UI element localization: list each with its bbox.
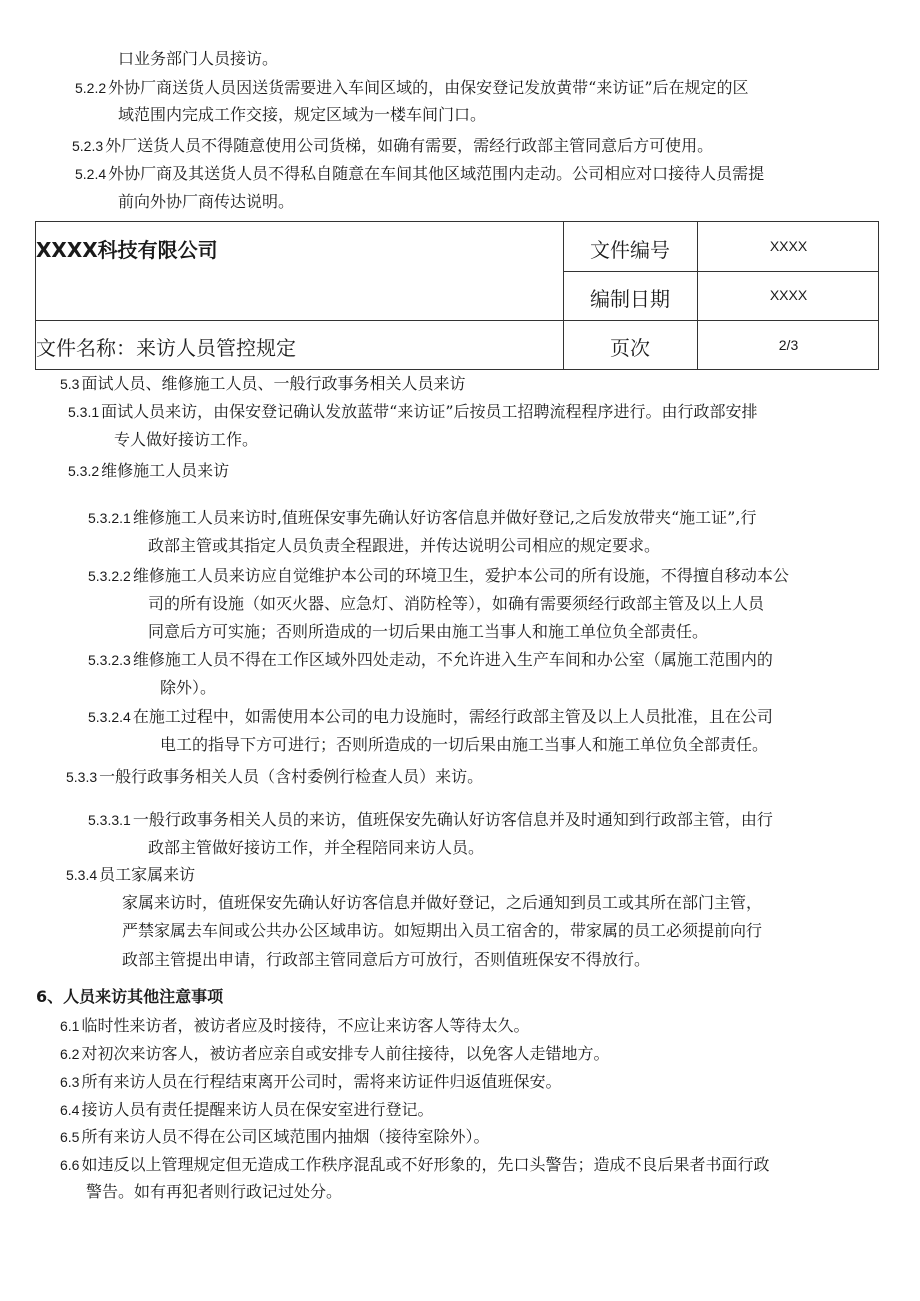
body-line <box>88 507 756 529</box>
compile-date-label: 编制日期 <box>590 287 670 311</box>
clause-number: 6.4 <box>60 1102 80 1118</box>
body-line <box>88 649 773 671</box>
clause-text: 家属来访时，值班保安先确认好访客信息并做好登记，之后通知到员工或其所在部门主管， <box>122 893 763 912</box>
body-line <box>148 593 764 615</box>
body-line <box>122 949 650 971</box>
section-6-line <box>60 1015 529 1037</box>
clause-text: 外协厂商送货人员因送货需要进入车间区域的，由保安登记发放黄带“来访证”后在规定的区 <box>108 78 749 97</box>
clause-text: 专人做好接访工作。 <box>114 430 259 449</box>
clause-number: 5.2.3 <box>72 138 104 154</box>
clause-number: 5.3.3.1 <box>88 812 131 828</box>
clause-number: 6.6 <box>60 1157 80 1173</box>
clause-number: 6.2 <box>60 1046 80 1062</box>
top-section-line <box>72 135 713 157</box>
clause-number: 6.3 <box>60 1074 80 1090</box>
clause-text: 一般行政事务相关人员的来访，值班保安先确认好访客信息并及时通知到行政部主管，由行 <box>132 810 773 829</box>
page-label: 页次 <box>610 336 650 360</box>
body-line <box>122 892 762 914</box>
body-line <box>68 401 758 423</box>
compile-date-value: XXXX <box>769 287 808 303</box>
clause-number: 6.5 <box>60 1129 80 1145</box>
clause-number: 5.3.1 <box>68 404 100 420</box>
clause-text: 政部主管或其指定人员负责全程跟进，并传达说明公司相应的规定要求。 <box>148 536 661 555</box>
clause-text: 维修施工人员来访 <box>101 461 230 480</box>
body-line <box>68 460 229 482</box>
section-6-line <box>60 1154 769 1176</box>
section-6-line <box>86 1181 342 1203</box>
file-number-value: XXXX <box>769 238 808 254</box>
body-line <box>148 837 484 859</box>
clause-number: 5.3.4 <box>66 867 98 883</box>
body-line <box>88 565 789 587</box>
clause-text: 口业务部门人员接访。 <box>118 49 279 68</box>
clause-text: 前向外协厂商传达说明。 <box>118 192 295 211</box>
clause-number: 5.2.4 <box>75 166 107 182</box>
clause-number: 5.3.2.4 <box>88 709 131 725</box>
clause-text: 所有来访人员在行程结束离开公司时，需将来访证件归返值班保安。 <box>81 1072 562 1091</box>
top-section-line <box>75 77 749 99</box>
clause-text: 同意后方可实施；否则所造成的一切后果由施工当事人和施工单位负全部责任。 <box>148 622 709 641</box>
clause-text: 如违反以上管理规定但无造成工作秩序混乱或不好形象的，先口头警告；造成不良后果者书面行政 <box>81 1155 770 1174</box>
clause-text: 外协厂商及其送货人员不得私自随意在车间其他区域范围内走动。公司相应对口接待人员需提 <box>108 164 765 183</box>
body-line <box>88 809 773 831</box>
clause-text: 所有来访人员不得在公司区域范围内抽烟（接待室除外）。 <box>81 1127 490 1146</box>
clause-text: 一般行政事务相关人员（含村委例行检查人员）来访。 <box>99 767 484 786</box>
clause-number: 5.2.2 <box>75 80 107 96</box>
clause-text: 除外）。 <box>160 678 217 697</box>
clause-number: 5.3.2.1 <box>88 510 131 526</box>
clause-text: 维修施工人员来访应自觉维护本公司的环境卫生，爱护本公司的所有设施，不得擅自移动本公 <box>132 566 789 585</box>
clause-number: 5.3.2.2 <box>88 568 131 584</box>
clause-text: 电工的指导下方可进行；否则所造成的一切后果由施工当事人和施工单位负全部责任。 <box>160 735 769 754</box>
clause-text: 政部主管做好接访工作，并全程陪同来访人员。 <box>148 838 485 857</box>
clause-text: 在施工过程中，如需使用本公司的电力设施时，需经行政部主管及以上人员批准，且在公司 <box>132 707 773 726</box>
page-value: 2/3 <box>778 337 799 353</box>
body-line <box>60 373 465 395</box>
file-name: 文件名称：来访人员管控规定 <box>36 336 296 360</box>
body-line <box>160 734 768 756</box>
section-6-line <box>60 1071 561 1093</box>
body-line <box>88 706 773 728</box>
clause-text: 严禁家属去车间或公共办公区域串访。如短期出入员工宿舍的，带家属的员工必须提前向行 <box>122 921 763 940</box>
top-section-line <box>75 163 764 185</box>
body-line <box>148 621 708 643</box>
company-name: XXXX科技有限公司 <box>36 238 218 262</box>
clause-text: 面试人员来访，由保安登记确认发放蓝带“来访证”后按员工招聘流程程序进行。由行政部安排 <box>101 402 758 421</box>
clause-text: 政部主管提出申请，行政部主管同意后方可放行，否则值班保安不得放行。 <box>122 950 651 969</box>
clause-number: 5.3 <box>60 376 80 392</box>
clause-number: 5.3.3 <box>66 769 98 785</box>
body-line <box>66 864 195 886</box>
clause-text: 员工家属来访 <box>99 865 196 884</box>
clause-number: 5.3.2.3 <box>88 652 131 668</box>
body-line <box>148 535 660 557</box>
clause-text: 外厂送货人员不得随意使用公司货梯，如确有需要，需经行政部主管同意后方可使用。 <box>105 136 714 155</box>
section-6-line <box>60 1126 489 1148</box>
top-section-line <box>118 104 486 126</box>
body-line <box>66 766 483 788</box>
clause-text: 面试人员、维修施工人员、一般行政事务相关人员来访 <box>81 374 466 393</box>
clause-text: 接访人员有责任提醒来访人员在保安室进行登记。 <box>81 1100 434 1119</box>
section-6-line <box>60 1043 609 1065</box>
top-section-line <box>118 191 294 213</box>
body-line <box>114 429 258 451</box>
clause-text: 维修施工人员不得在工作区域外四处走动，不允许进入生产车间和办公室（属施工范围内的 <box>132 650 773 669</box>
file-number-label: 文件编号 <box>590 238 670 262</box>
section-6-title: 6、人员来访其他注意事项 <box>36 987 224 1006</box>
top-section-line <box>118 48 278 70</box>
body-line <box>122 920 762 942</box>
body-line <box>160 677 216 699</box>
clause-text: 对初次来访客人，被访者应亲自或安排专人前往接待，以免客人走错地方。 <box>81 1044 610 1063</box>
section-6-line <box>60 1099 433 1121</box>
clause-text: 临时性来访者，被访者应及时接待，不应让来访客人等待太久。 <box>81 1016 530 1035</box>
document-header-table <box>35 221 879 370</box>
clause-text: 警告。如有再犯者则行政记过处分。 <box>86 1182 343 1201</box>
clause-number: 5.3.2 <box>68 463 100 479</box>
clause-text: 域范围内完成工作交接，规定区域为一楼车间门口。 <box>118 105 487 124</box>
clause-number: 6.1 <box>60 1018 80 1034</box>
clause-text: 司的所有设施（如灭火器、应急灯、消防栓等），如确有需要须经行政部主管及以上人员 <box>148 594 765 613</box>
clause-text: 维修施工人员来访时,值班保安事先确认好访客信息并做好登记,之后发放带夹“施工证”,行 <box>132 508 757 527</box>
